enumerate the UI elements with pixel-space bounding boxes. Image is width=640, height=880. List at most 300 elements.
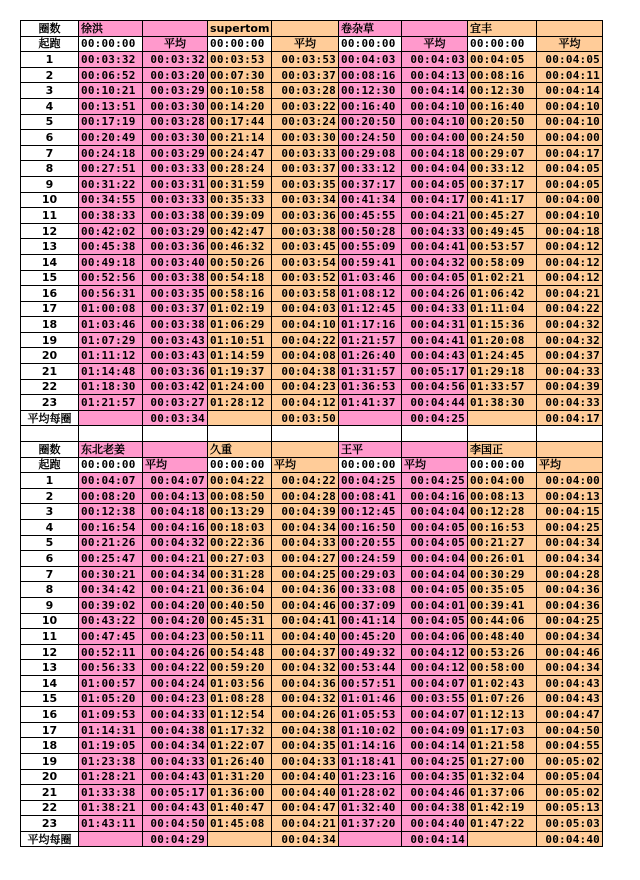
lap-row	[21, 785, 603, 801]
lap-average: 00:04:14	[402, 738, 468, 754]
split-time: 00:54:48	[208, 644, 272, 660]
lap-row	[21, 67, 603, 83]
lap-number: 11	[21, 629, 79, 645]
lap-average: 00:05:17	[402, 364, 468, 380]
lap-row	[21, 52, 603, 68]
lap-average: 00:04:26	[272, 707, 339, 723]
split-time: 00:58:00	[468, 660, 537, 676]
split-time: 00:42:47	[208, 223, 272, 239]
lap-average: 00:04:17	[402, 192, 468, 208]
empty-cell	[208, 831, 272, 847]
lap-average: 00:04:13	[537, 488, 603, 504]
split-time: 01:19:05	[79, 738, 143, 754]
lap-average: 00:04:33	[143, 753, 208, 769]
average-header: 平均	[537, 457, 603, 473]
split-time: 01:06:29	[208, 317, 272, 333]
split-time: 01:31:57	[339, 364, 402, 380]
lap-average: 00:04:07	[143, 473, 208, 489]
split-time: 01:37:06	[468, 785, 537, 801]
split-time: 00:35:33	[208, 192, 272, 208]
split-time: 01:22:07	[208, 738, 272, 754]
start-time: 00:00:00	[339, 457, 402, 473]
lap-number: 7	[21, 145, 79, 161]
split-time: 00:14:20	[208, 98, 272, 114]
split-time: 00:06:52	[79, 67, 143, 83]
lap-row	[21, 161, 603, 177]
lap-average: 00:04:28	[537, 566, 603, 582]
split-time: 00:33:12	[339, 161, 402, 177]
lap-number: 8	[21, 582, 79, 598]
lap-average: 00:04:37	[272, 644, 339, 660]
lap-average: 00:04:22	[537, 301, 603, 317]
lap-number: 15	[21, 270, 79, 286]
average-row	[21, 410, 603, 426]
split-time: 01:27:00	[468, 753, 537, 769]
lap-average: 00:04:46	[272, 597, 339, 613]
lap-average: 00:04:00	[537, 473, 603, 489]
lap-average: 00:04:50	[143, 816, 208, 832]
lap-average: 00:04:46	[537, 644, 603, 660]
lap-row	[21, 286, 603, 302]
lap-average: 00:03:27	[143, 395, 208, 411]
lap-row	[21, 114, 603, 130]
lap-average: 00:04:43	[143, 800, 208, 816]
split-time: 00:24:47	[208, 145, 272, 161]
split-time: 01:00:08	[79, 301, 143, 317]
lap-average: 00:04:38	[402, 800, 468, 816]
lap-average: 00:04:34	[537, 660, 603, 676]
lap-average: 00:03:20	[143, 67, 208, 83]
runner-name: 卷杂草	[339, 21, 402, 37]
lap-row	[21, 691, 603, 707]
lap-average: 00:03:29	[143, 223, 208, 239]
lap-number: 13	[21, 660, 79, 676]
lap-average: 00:03:43	[143, 348, 208, 364]
lap-average: 00:04:25	[537, 520, 603, 536]
split-time: 00:16:54	[79, 520, 143, 536]
lap-number: 5	[21, 114, 79, 130]
lap-row	[21, 566, 603, 582]
split-time: 00:31:28	[208, 566, 272, 582]
lap-row	[21, 738, 603, 754]
lap-average: 00:04:15	[537, 504, 603, 520]
lap-average: 00:04:38	[272, 722, 339, 738]
split-time: 00:30:29	[468, 566, 537, 582]
lap-row	[21, 722, 603, 738]
lap-label: 圈数	[21, 21, 79, 37]
average-row-label: 平均每圈	[21, 410, 79, 426]
lap-average: 00:04:16	[143, 520, 208, 536]
lap-average: 00:04:12	[537, 254, 603, 270]
lap-row	[21, 582, 603, 598]
lap-average: 00:04:41	[272, 613, 339, 629]
lap-average: 00:04:44	[402, 395, 468, 411]
lap-average: 00:03:36	[272, 208, 339, 224]
lap-average: 00:03:33	[143, 192, 208, 208]
lap-average: 00:04:34	[537, 551, 603, 567]
lap-average: 00:04:05	[402, 270, 468, 286]
lap-average: 00:03:38	[272, 223, 339, 239]
lap-row	[21, 473, 603, 489]
split-time: 00:43:22	[79, 613, 143, 629]
lap-row	[21, 644, 603, 660]
split-time: 01:08:28	[208, 691, 272, 707]
lap-row	[21, 192, 603, 208]
lap-time-sheet	[20, 20, 602, 847]
split-time: 00:58:09	[468, 254, 537, 270]
split-time: 01:09:53	[79, 707, 143, 723]
split-time: 01:32:40	[339, 800, 402, 816]
lap-average: 00:04:21	[402, 208, 468, 224]
start-label: 起跑	[21, 36, 79, 52]
lap-average: 00:04:12	[272, 395, 339, 411]
split-time: 01:24:45	[468, 348, 537, 364]
lap-average: 00:04:20	[143, 613, 208, 629]
lap-average: 00:04:18	[537, 223, 603, 239]
lap-row	[21, 223, 603, 239]
runner-name: 宜丰	[468, 21, 537, 37]
lap-average: 00:04:08	[272, 348, 339, 364]
lap-average: 00:04:32	[272, 660, 339, 676]
lap-average: 00:04:41	[402, 239, 468, 255]
split-time: 00:30:21	[79, 566, 143, 582]
lap-average: 00:03:52	[272, 270, 339, 286]
average-row-label: 平均每圈	[21, 831, 79, 847]
lap-average: 00:04:10	[402, 114, 468, 130]
overall-average: 00:04:34	[272, 831, 339, 847]
lap-average: 00:03:38	[143, 208, 208, 224]
lap-number: 3	[21, 504, 79, 520]
start-time: 00:00:00	[79, 457, 143, 473]
split-time: 00:39:09	[208, 208, 272, 224]
lap-average: 00:03:36	[143, 364, 208, 380]
lap-average: 00:04:12	[537, 239, 603, 255]
split-time: 00:40:50	[208, 597, 272, 613]
lap-average: 00:04:10	[537, 208, 603, 224]
split-time: 01:43:11	[79, 816, 143, 832]
lap-average: 00:04:33	[272, 753, 339, 769]
split-time: 00:12:45	[339, 504, 402, 520]
split-time: 01:28:21	[79, 769, 143, 785]
lap-average: 00:04:40	[272, 769, 339, 785]
overall-average: 00:04:25	[402, 410, 468, 426]
lap-average: 00:04:00	[537, 192, 603, 208]
split-time: 01:02:19	[208, 301, 272, 317]
split-time: 00:29:07	[468, 145, 537, 161]
lap-average: 00:04:18	[402, 145, 468, 161]
split-time: 01:05:20	[79, 691, 143, 707]
lap-average: 00:03:29	[143, 145, 208, 161]
split-time: 01:14:59	[208, 348, 272, 364]
split-time: 00:53:26	[468, 644, 537, 660]
lap-average: 00:04:32	[537, 332, 603, 348]
lap-average: 00:04:26	[402, 286, 468, 302]
lap-average: 00:04:37	[537, 348, 603, 364]
empty-cell	[272, 442, 339, 458]
lap-average: 00:04:11	[537, 67, 603, 83]
lap-average: 00:03:58	[272, 286, 339, 302]
split-time: 00:55:09	[339, 239, 402, 255]
lap-average: 00:04:36	[537, 582, 603, 598]
split-time: 00:29:03	[339, 566, 402, 582]
lap-average: 00:04:43	[537, 675, 603, 691]
lap-number: 3	[21, 83, 79, 99]
split-time: 00:28:24	[208, 161, 272, 177]
split-time: 00:37:17	[468, 176, 537, 192]
lap-number: 19	[21, 753, 79, 769]
split-time: 00:20:49	[79, 130, 143, 146]
lap-average: 00:04:40	[272, 785, 339, 801]
lap-average: 00:04:06	[402, 629, 468, 645]
lap-row	[21, 145, 603, 161]
lap-average: 00:03:53	[272, 52, 339, 68]
split-time: 00:36:04	[208, 582, 272, 598]
runner-name: 王平	[339, 442, 402, 458]
split-time: 00:41:17	[468, 192, 537, 208]
empty-cell	[402, 21, 468, 37]
lap-number: 21	[21, 364, 79, 380]
lap-average: 00:04:07	[402, 707, 468, 723]
split-time: 01:17:32	[208, 722, 272, 738]
lap-average: 00:04:47	[272, 800, 339, 816]
lap-average: 00:04:25	[537, 613, 603, 629]
lap-average: 00:04:34	[143, 566, 208, 582]
start-time: 00:00:00	[79, 36, 143, 52]
lap-average: 00:04:00	[537, 130, 603, 146]
lap-average: 00:04:05	[537, 176, 603, 192]
split-time: 00:16:50	[339, 520, 402, 536]
lap-average: 00:04:05	[402, 613, 468, 629]
lap-average: 00:04:21	[143, 551, 208, 567]
split-time: 01:32:04	[468, 769, 537, 785]
overall-average: 00:04:29	[143, 831, 208, 847]
split-time: 01:00:57	[79, 675, 143, 691]
split-time: 01:23:16	[339, 769, 402, 785]
lap-average: 00:03:31	[143, 176, 208, 192]
split-time: 00:49:32	[339, 644, 402, 660]
split-time: 00:12:30	[468, 83, 537, 99]
split-time: 00:25:47	[79, 551, 143, 567]
average-header: 平均	[143, 457, 208, 473]
lap-average: 00:03:35	[143, 286, 208, 302]
empty-cell	[468, 831, 537, 847]
lap-row	[21, 660, 603, 676]
start-time: 00:00:00	[208, 36, 272, 52]
split-time: 00:08:16	[339, 67, 402, 83]
split-time: 01:18:30	[79, 379, 143, 395]
lap-number: 1	[21, 473, 79, 489]
split-time: 00:12:28	[468, 504, 537, 520]
lap-average: 00:04:33	[402, 223, 468, 239]
lap-number: 13	[21, 239, 79, 255]
empty-cell	[468, 410, 537, 426]
split-time: 00:17:44	[208, 114, 272, 130]
lap-average: 00:03:24	[272, 114, 339, 130]
empty-cell	[402, 442, 468, 458]
overall-average: 00:04:17	[537, 410, 603, 426]
split-time: 01:36:53	[339, 379, 402, 395]
split-time: 01:12:45	[339, 301, 402, 317]
spacer-row	[20, 425, 603, 442]
split-time: 00:27:51	[79, 161, 143, 177]
lap-average: 00:04:04	[402, 504, 468, 520]
split-time: 00:04:03	[339, 52, 402, 68]
lap-average: 00:04:41	[402, 332, 468, 348]
lap-row	[21, 348, 603, 364]
lap-row	[21, 379, 603, 395]
lap-average: 00:05:04	[537, 769, 603, 785]
split-time: 00:17:19	[79, 114, 143, 130]
split-time: 00:10:21	[79, 83, 143, 99]
lap-average: 00:03:37	[272, 67, 339, 83]
split-time: 00:49:45	[468, 223, 537, 239]
split-time: 01:07:29	[79, 332, 143, 348]
lap-number: 1	[21, 52, 79, 68]
lap-number: 12	[21, 223, 79, 239]
lap-average: 00:03:28	[143, 114, 208, 130]
split-time: 00:24:59	[339, 551, 402, 567]
lap-row	[21, 395, 603, 411]
lap-number: 15	[21, 691, 79, 707]
split-time: 00:04:25	[339, 473, 402, 489]
overall-average: 00:04:14	[402, 831, 468, 847]
overall-average: 00:03:34	[143, 410, 208, 426]
split-time: 00:34:42	[79, 582, 143, 598]
split-time: 00:50:11	[208, 629, 272, 645]
split-time: 00:41:14	[339, 613, 402, 629]
start-time: 00:00:00	[468, 457, 537, 473]
split-time: 01:14:16	[339, 738, 402, 754]
lap-average: 00:04:50	[537, 722, 603, 738]
split-time: 00:49:18	[79, 254, 143, 270]
lap-average: 00:04:24	[143, 675, 208, 691]
lap-average: 00:04:40	[272, 629, 339, 645]
lap-row	[21, 769, 603, 785]
split-time: 00:34:55	[79, 192, 143, 208]
lap-number: 6	[21, 130, 79, 146]
empty-cell	[79, 410, 143, 426]
lap-average: 00:04:22	[143, 660, 208, 676]
lap-average: 00:04:03	[402, 52, 468, 68]
name-row	[21, 21, 603, 37]
lap-number: 5	[21, 535, 79, 551]
lap-number: 7	[21, 566, 79, 582]
split-time: 00:22:36	[208, 535, 272, 551]
lap-average: 00:04:43	[537, 691, 603, 707]
empty-cell	[143, 442, 208, 458]
lap-average: 00:04:43	[143, 769, 208, 785]
empty-cell	[143, 21, 208, 37]
lap-average: 00:04:40	[402, 816, 468, 832]
lap-average: 00:04:10	[402, 98, 468, 114]
lap-number: 8	[21, 161, 79, 177]
lap-average: 00:04:13	[143, 488, 208, 504]
split-time: 01:01:46	[339, 691, 402, 707]
split-time: 01:17:03	[468, 722, 537, 738]
lap-average: 00:03:42	[143, 379, 208, 395]
lap-table-2	[20, 441, 603, 847]
lap-number: 18	[21, 738, 79, 754]
lap-average: 00:03:40	[143, 254, 208, 270]
lap-row	[21, 83, 603, 99]
lap-average: 00:03:54	[272, 254, 339, 270]
lap-average: 00:03:35	[272, 176, 339, 192]
split-time: 01:28:12	[208, 395, 272, 411]
empty-cell	[79, 831, 143, 847]
lap-row	[21, 98, 603, 114]
split-time: 00:33:08	[339, 582, 402, 598]
lap-average: 00:03:30	[143, 130, 208, 146]
split-time: 01:33:38	[79, 785, 143, 801]
split-time: 01:14:31	[79, 722, 143, 738]
split-time: 01:42:19	[468, 800, 537, 816]
split-time: 00:08:16	[468, 67, 537, 83]
split-time: 01:41:37	[339, 395, 402, 411]
lap-number: 12	[21, 644, 79, 660]
lap-number: 6	[21, 551, 79, 567]
split-time: 01:08:12	[339, 286, 402, 302]
split-time: 00:59:20	[208, 660, 272, 676]
split-time: 00:38:33	[79, 208, 143, 224]
lap-average: 00:03:32	[143, 52, 208, 68]
start-label: 起跑	[21, 457, 79, 473]
split-time: 00:56:31	[79, 286, 143, 302]
split-time: 01:07:26	[468, 691, 537, 707]
lap-average: 00:03:55	[402, 691, 468, 707]
split-time: 00:24:50	[339, 130, 402, 146]
lap-average: 00:04:07	[402, 675, 468, 691]
lap-row	[21, 239, 603, 255]
split-time: 00:47:45	[79, 629, 143, 645]
average-row	[21, 831, 603, 847]
lap-average: 00:04:36	[537, 597, 603, 613]
split-time: 00:54:18	[208, 270, 272, 286]
split-time: 01:37:20	[339, 816, 402, 832]
split-time: 00:04:22	[208, 473, 272, 489]
lap-row	[21, 597, 603, 613]
split-time: 00:04:07	[79, 473, 143, 489]
lap-average: 00:04:25	[402, 473, 468, 489]
lap-average: 00:04:12	[537, 270, 603, 286]
lap-number: 16	[21, 286, 79, 302]
split-time: 00:13:29	[208, 504, 272, 520]
lap-row	[21, 707, 603, 723]
lap-average: 00:04:10	[537, 114, 603, 130]
lap-average: 00:04:18	[143, 504, 208, 520]
split-time: 01:31:20	[208, 769, 272, 785]
split-time: 01:24:00	[208, 379, 272, 395]
split-time: 01:06:42	[468, 286, 537, 302]
lap-average: 00:04:03	[272, 301, 339, 317]
split-time: 00:24:50	[468, 130, 537, 146]
lap-average: 00:03:38	[143, 270, 208, 286]
lap-average: 00:04:17	[537, 145, 603, 161]
split-time: 00:46:32	[208, 239, 272, 255]
split-time: 00:53:57	[468, 239, 537, 255]
overall-average: 00:03:50	[272, 410, 339, 426]
empty-cell	[272, 21, 339, 37]
lap-average: 00:04:32	[537, 317, 603, 333]
split-time: 00:45:27	[468, 208, 537, 224]
lap-number: 10	[21, 613, 79, 629]
split-time: 01:26:40	[208, 753, 272, 769]
lap-row	[21, 613, 603, 629]
lap-average: 00:04:10	[537, 98, 603, 114]
lap-average: 00:04:23	[272, 379, 339, 395]
average-header: 平均	[402, 457, 468, 473]
lap-average: 00:04:05	[402, 520, 468, 536]
lap-average: 00:05:17	[143, 785, 208, 801]
